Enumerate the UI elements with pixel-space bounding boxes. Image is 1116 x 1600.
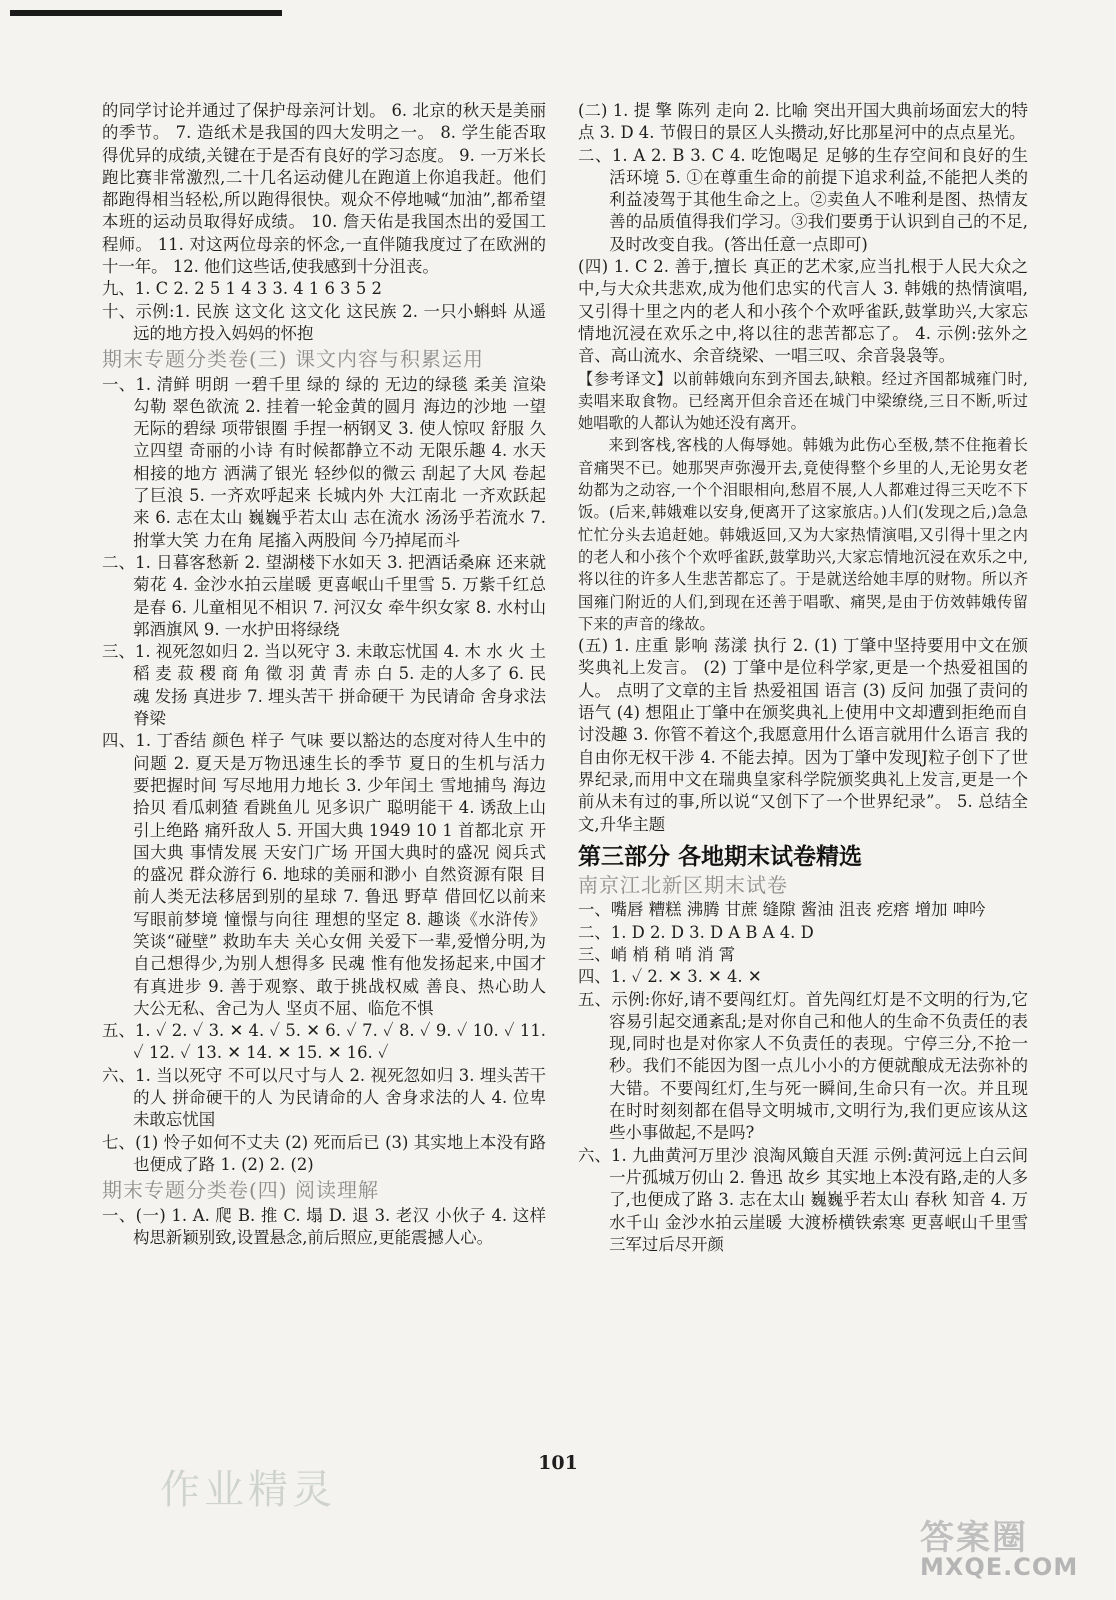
answer-block: 一、(一) 1. A. 爬 B. 推 C. 塌 D. 退 3. 老汉 小伙子 4. 这样构思新颖别致,设置悬念,前后照应,更能震撼人心。 [102, 1205, 546, 1247]
answer-block: 二、1. D 2. D 3. D A B A 4. D [578, 922, 814, 942]
answer-block: 七、(1) 怜子如何不丈夫 (2) 死而后已 (3) 其实地上本没有路 也便成了路 1. (2) 2. (2) [102, 1132, 546, 1174]
answer-block: 三、峭 梢 稍 哨 消 霄 [578, 944, 736, 964]
answer-block: 二、1. A 2. B 3. C 4. 吃饱喝足 足够的生存空间和良好的生活环境 5. ①在尊重生命的前提下追求利益,不能把人类的利益凌驾于其他生命之上。②卖鱼人不唯利是图、热情友善的品质值得我们学习。③我们要勇于认识到自己的不足,及时改变自我。(答出任意一点即可) [578, 145, 1028, 254]
section-heading: 南京江北新区期末试卷 [578, 873, 788, 898]
answer-block: (四) 1. C 2. 善于,擅长 真正的艺术家,应当扎根于人民大众之中,与大众共悲欢,成为他们忠实的代言人 3. 韩娥的热情演唱,又引得十里之内的老人和小孩个个欢呼雀跃,鼓掌助兴,大家忘情地沉浸在欢乐之中,将以往的悲苦都忘了。 4. 示例:弦外之音、高山流水、余音绕梁、一唱三叹、余音袅袅等。 [578, 257, 1028, 366]
watermark-logo [920, 1510, 1100, 1581]
answer-block: 一、嘴唇 糟糕 沸腾 甘蔗 缝隙 酱油 沮丧 疙瘩 增加 呻吟 [578, 900, 986, 920]
answer-block: 四、1. 丁香结 颜色 样子 气味 要以豁达的态度对待人生中的问题 2. 夏天是万物迅速生长的季节 夏日的生机与活力 要把握时间 写尽地用力地长 3. 少年闰土 雪地捕鸟 海边拾贝 看瓜刺猹 看跳鱼儿 见多识广 聪明能干 4. 诱敌上山 引上绝路 痛歼敌人 5. 开国大典 1949 10 1 首都北京 开国大典 事情发展 天安门广场 开国大典时的盛况 阅兵式的盛况 群众游行 6. 地球的美丽和渺小 自然资源有限 目前人类无法移居到别的星球 7. 鲁迅 野草 借回忆以前来写眼前梦境 憧憬与向往 理想的坚定 8. 趣谈《水浒传》 笑谈“碰壁” 救助车夫 关心女佣 关爱下一辈,爱憎分明,为自己想得少,为别人想得多 民魂 惟有他发扬起来,中国才有真进步 9. 善于观察、敢于挑战权威 善良、热心助人 大公无私、舍己为人 坚贞不屈、临危不惧 [102, 731, 546, 1018]
answer-block: 六、1. 当以死守 不可以尺寸与人 2. 视死忽如归 3. 埋头苦干的人 拼命硬干的人 为民请命的人 舍身求法的人 4. 位卑未敢忘忧国 [102, 1065, 546, 1130]
watermark-left: 作业精灵 [160, 1467, 336, 1513]
left-column [102, 100, 546, 1249]
answer-block: 九、1. C 2. 2 5 1 4 3 3. 4 1 6 3 5 2 [102, 279, 382, 299]
right-column [578, 100, 1028, 1256]
answer-block: 十、示例:1. 民族 这文化 这文化 这民族 2. 一只小蝌蚪 从遥远的地方投入妈妈的怀抱 [102, 301, 546, 343]
answer-block: (五) 1. 庄重 影响 荡漾 执行 2. (1) 丁肇中坚持要用中文在颁奖典礼上发言。 (2) 丁肇中是位科学家,更是一个热爱祖国的人。 点明了文章的主旨 热爱祖国 语言 (3) 反问 加强了责问的语气 (4) 想阻止丁肇中在颁奖典礼上使用中文却遭到拒绝而自讨没趣 3. 你管不着这个,我愿意用什么语言就用什么语言 我的自由你无权干涉 4. 不能去掉。因为丁肇中发现J粒子创下了世界纪录,而用中文在瑞典皇家科学院颁奖典礼上发言,更是一个前从未有过的事,所以说“又创下了一个世界纪录”。 5. 总结全文,升华主题 [578, 636, 1028, 834]
answer-block: 六、1. 九曲黄河万里沙 浪淘风簸自天涯 示例:黄河远上白云间 一片孤城万仞山 2. 鲁迅 故乡 其实地上本没有路,走的人多了,也便成了路 3. 志在太山 巍巍乎若太山 春秋 知音 4. 万水千山 金沙水拍云崖暖 大渡桥横铁索寒 更喜岷山千里雪 三军过后尽开颜 [578, 1145, 1028, 1254]
answer-block: (二) 1. 提 擎 陈列 走向 2. 比喻 突出开国大典前场面宏大的特点 3. D 4. 节假日的景区人头攒动,好比那星河中的点点星光。 [578, 101, 1028, 143]
answer-block: 五、1. ✓ 2. ✓ 3. ✕ 4. ✓ 5. ✕ 6. ✓ 7. ✓ 8. ✓ 9. ✓ 10. ✓ 11. ✓ 12. ✓ 13. ✕ 14. ✕ 15. ✕ 16. ✓ [102, 1021, 546, 1063]
reference-translation: 【参考译文】以前韩娥向东到齐国去,缺粮。经过齐国都城雍门时,卖唱来取食物。已经离开但余音还在城门中梁缭绕,三日不断,听过她唱歌的人都认为她还没有离开。 [578, 369, 1028, 433]
reference-translation: 来到客栈,客栈的人侮辱她。韩娥为此伤心至极,禁不住拖着长音痛哭不已。她那哭声弥漫开去,竟使得整个乡里的人,无论男女老幼都为之动容,一个个泪眼相向,愁眉不展,人人都难过得三天吃不下饭。(后来,韩娥难以安身,便离开了这家旅店。)人们(发现之后,)急急忙忙分头去追赶她。韩娥返回,又为大家热情演唱,又引得十里之内的老人和小孩个个欢呼雀跃,鼓掌助兴,大家忘情地沉浸在欢乐之中,将以往的许多人生悲苦都忘了。于是就送给她丰厚的财物。所以齐国雍门附近的人们,到现在还善于唱歌、痛哭,是由于仿效韩娥传留下来的声音的缘故。 [578, 436, 1028, 633]
top-rule [10, 10, 282, 16]
answer-block: 一、1. 清鲜 明朗 一碧千里 绿的 绿的 无边的绿毯 柔美 渲染 勾勒 翠色欲流 2. 挂着一轮金黄的圆月 海边的沙地 一望无际的碧绿 项带银圈 手捏一柄钢叉 3. 使人惊叹 舒服 久立四望 奇丽的小诗 有时候都静立不动 无限乐趣 4. 水天相接的地方 洒满了银光 轻纱似的微云 刮起了大风 卷起了巨浪 5. 一齐欢呼起来 长城内外 大江南北 一齐欢跃起来 6. 志在太山 巍巍乎若太山 志在流水 汤汤乎若流水 7. 拊掌大笑 力在角 尾搐入两股间 今乃掉尾而斗 [102, 374, 546, 550]
answer-block: 四、1. ✓ 2. ✕ 3. ✕ 4. ✕ [578, 967, 762, 987]
page-number: 101 [538, 1452, 578, 1474]
section-heading: 期末专题分类卷(三) 课文内容与积累运用 [102, 347, 484, 372]
answer-block: 的同学讨论并通过了保护母亲河计划。 6. 北京的秋天是美丽的季节。 7. 造纸术是我国的四大发明之一。 8. 学生能否取得优异的成绩,关键在于是否有良好的学习态度。 9. 一万米长跑比赛非常激烈,二十几名运动健儿在跑道上你追我赶。他们都跑得相当轻松,所以跑得很快。观众不停地喊“加油”,都希望本班的运动员取得好成绩。 10. 詹天佑是我国杰出的爱国工程师。 11. 对这两位母亲的怀念,一直伴随我度过了在欧洲的十一年。 12. 他们这些话,使我感到十分沮丧。 [102, 101, 546, 277]
watermark-url: MXQE.COM [920, 1553, 1079, 1581]
answer-block: 五、示例:你好,请不要闯红灯。首先闯红灯是不文明的行为,它容易引起交通紊乱;是对你自己和他人的生命不负责任的表现,同时也是对你家人不负责任的表现。宁停三分,不抢一秒。我们不能因为图一点儿小小的方便就酿成无法弥补的大错。不要闯红灯,生与死一瞬间,生命只有一次。并且现在时时刻刻都在倡导文明城市,文明行为,我们更应该从这些小事做起,不是吗? [578, 989, 1028, 1143]
section-heading: 期末专题分类卷(四) 阅读理解 [102, 1178, 379, 1203]
watermark-logo-text: 答案圈 [920, 1518, 1028, 1558]
answer-block: 二、1. 日暮客愁新 2. 望湖楼下水如天 3. 把酒话桑麻 还来就菊花 4. 金沙水拍云崖暖 更喜岷山千里雪 5. 万紫千红总是春 6. 儿童相见不相识 7. 河汉女 牵牛织女家 8. 水村山郭酒旗风 9. 一水护田将绿绕 [102, 552, 546, 639]
answer-block: 三、1. 视死忽如归 2. 当以死守 3. 未敢忘忧国 4. 木 水 火 土 稻 麦 菽 稷 商 角 徵 羽 黄 青 赤 白 5. 走的人多了 6. 民魂 发扬 真进步 7. 埋头苦干 拼命硬干 为民请命 舍身求法 脊梁 [102, 642, 546, 729]
part-heading: 第三部分 各地期末试卷精选 [578, 843, 863, 870]
